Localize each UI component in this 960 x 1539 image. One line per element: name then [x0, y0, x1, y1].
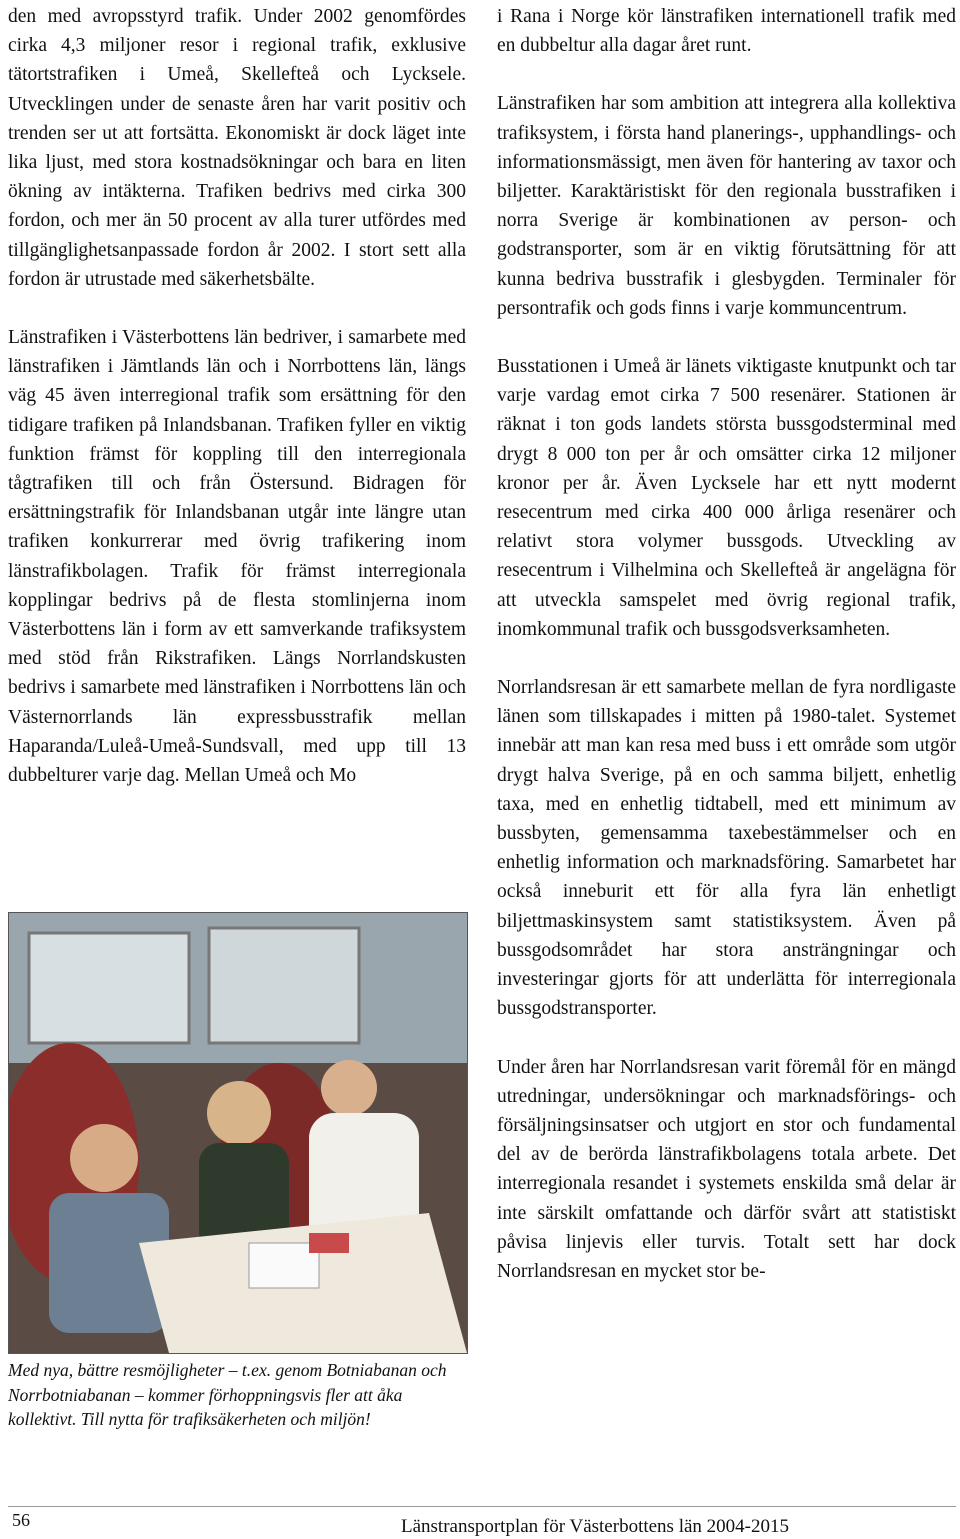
footer-title: Länstransportplan för Västerbottens län 2004-2015 — [400, 1516, 789, 1537]
footer-divider — [8, 1506, 956, 1507]
body-paragraph: Under åren har Norrlandsresan varit föremål för en mängd utredningar, undersökningar och marknadsförings- och försäljningsinsatser och utgjort en stor och fundamental del av de berörda länstrafikbolagens totala arbete. Det interregionala resandet i systemets enskilda små delar är inte särskilt omfattande och därför svårt att statistiskt påvisa linjevis eller turvis. Totalt sett har dock Norrlandsresan en mycket stor be- — [497, 1056, 956, 1282]
left-column — [8, 2, 466, 790]
train-interior-photo — [8, 912, 468, 1354]
page-number: 56 — [12, 1510, 30, 1530]
right-column — [497, 2, 956, 1286]
body-paragraph: Busstationen i Umeå är länets viktigaste knutpunkt och tar varje vardag emot cirka 7 500 resenärer. Stationen är räknat i ton gods landets största bussgodsterminal med drygt 8 000 ton per år och omsätter cirka 12 miljoner kronor per år. Även Lycksele har ett nytt modernt resecentrum med cirka 400 000 årliga resenärer och relativt stora volymer bussgods. Utveckling av resecentrum i Vilhelmina och Skellefteå är angelägna för att utveckla samspelet med övrig regional trafik, inomkommunal trafik och bussgodsverksamheten. — [497, 356, 956, 640]
body-paragraph: i Rana i Norge kör länstrafiken internationell trafik med en dubbeltur alla dagar året runt. — [497, 6, 956, 57]
paragraph-gap — [497, 1024, 956, 1053]
body-paragraph: Länstrafiken har som ambition att integrera alla kollektiva trafiksystem, i första hand planerings-, upphandlings- och informationsmässigt, men även för hantering av taxor och biljetter. Karaktäristiskt för den regionala busstrafiken i norra Sverige är kombinationen av person- och godstransporter, som är en viktig förutsättning för att kunna bedriva busstrafik i glesbygden. Terminaler för persontrafik och gods finns i varje kommuncentrum. — [497, 93, 956, 319]
paragraph-gap — [497, 644, 956, 673]
body-paragraph: Norrlandsresan är ett samarbete mellan de fyra nordligaste länen som tillskapades i mitten på 1980-talet. Systemet innebär att man kan resa med buss i ett område som utgör drygt halva Sverige, på en och samma biljett, enhetlig taxa, med en enhetlig tidtabell, med ett minimum av bussbyten, gemensamma taxebestämmelser och en enhetlig information och marknadsföring. Samarbetet har också inneburit ett för alla fyra län enhetligt biljettmaskinsystem samt statistiksystem. Även på bussgodsområdet har stora ansträngningar och investeringar gjorts för att underlätta för interregionala bussgodstransporter. — [497, 677, 956, 1020]
body-paragraph: Länstrafiken i Västerbottens län bedriver, i samarbete med länstrafiken i Jämtlands län och i Norrbottens län, längs väg 45 även interregional trafik som ersättning för den tidigare trafiken på Inlandsbanan. Trafiken fyller en viktig funktion främst för koppling till den interregionala tågtrafiken till och från Östersund. Bidragen för ersättningstrafik för Inlandsbanan utgår inte längre utan trafiken konkurrerar med övrig trafikering inom länstrafikbolagen. Trafik för främst interregionala kopplingar bedrivs på de flesta stomlinjerna inom Västerbottens län i form av ett samverkande trafiksystem med stöd från Rikstrafiken. Längs Norrlandskusten bedrivs i samarbete med länstrafiken i Norrbottens län och Västernorrlands län expressbusstrafik mellan Haparanda/Luleå-Umeå-Sundsvall, med upp till 13 dubbelturer varje dag. Mellan Umeå och Mo — [8, 327, 466, 787]
paragraph-gap — [8, 294, 466, 323]
paragraph-gap — [497, 323, 956, 352]
paragraph-gap — [497, 60, 956, 89]
photo-caption: Med nya, bättre resmöjligheter – t.ex. genom Botniabanan och Norrbotniabanan – kommer förhoppningsvis fler att åka kollektivt. Till nytta för trafiksäkerheten och miljön! — [8, 1360, 447, 1429]
body-paragraph: den med avropsstyrd trafik. Under 2002 genomfördes cirka 4,3 miljoner resor i regional trafik, exklusive tätortstrafiken i Umeå, Skellefteå och Lycksele. Utvecklingen under de senaste åren har varit positiv och trenden ser ut att fortsätta. Ekonomiskt är dock läget inte lika ljust, med stora kostnadsökningar och bara en liten ökning av intäkterna. Trafiken bedrivs med cirka 300 fordon, och mer än 50 procent av alla turer utfördes med tillgänglighetsanpassade fordon år 2002. I stort sett alla fordon är utrustade med säkerhetsbälte. — [8, 6, 466, 290]
